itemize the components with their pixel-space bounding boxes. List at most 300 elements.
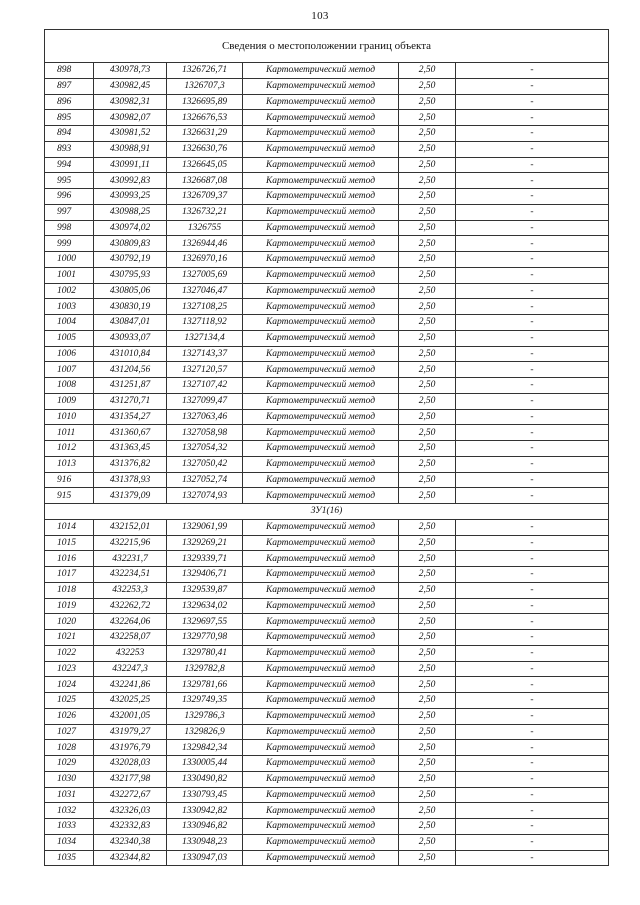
- table-row: [45, 393, 609, 409]
- x-coordinate-cell: 432258,07: [94, 630, 167, 646]
- method-cell: Картометрический метод: [243, 141, 399, 157]
- accuracy-cell: 2,50: [399, 819, 456, 835]
- y-coordinate-cell: 1329634,02: [167, 598, 243, 614]
- accuracy-cell: 2,50: [399, 78, 456, 94]
- description-cell: -: [456, 409, 609, 425]
- point-number-cell: 1031: [45, 787, 94, 803]
- description-cell: -: [456, 740, 609, 756]
- y-coordinate-cell: 1327058,98: [167, 425, 243, 441]
- method-cell: Картометрический метод: [243, 299, 399, 315]
- accuracy-cell: 2,50: [399, 173, 456, 189]
- description-cell: -: [456, 173, 609, 189]
- x-coordinate-cell: 430981,52: [94, 126, 167, 142]
- table-row: [45, 157, 609, 173]
- table-row: [45, 488, 609, 504]
- x-coordinate-cell: 432264,06: [94, 614, 167, 630]
- method-cell: Картометрический метод: [243, 346, 399, 362]
- method-cell: Картометрический метод: [243, 362, 399, 378]
- x-coordinate-cell: 430993,25: [94, 189, 167, 205]
- table-row: [45, 189, 609, 205]
- table-row: [45, 630, 609, 646]
- table-row: [45, 535, 609, 551]
- point-number-cell: 894: [45, 126, 94, 142]
- x-coordinate-cell: 430792,19: [94, 252, 167, 268]
- y-coordinate-cell: 1326944,46: [167, 236, 243, 252]
- x-coordinate-cell: 432253,3: [94, 582, 167, 598]
- x-coordinate-cell: 431251,87: [94, 378, 167, 394]
- point-number-cell: 1025: [45, 693, 94, 709]
- y-coordinate-cell: 1330948,23: [167, 834, 243, 850]
- method-cell: Картометрический метод: [243, 787, 399, 803]
- x-coordinate-cell: 430992,83: [94, 173, 167, 189]
- description-cell: -: [456, 141, 609, 157]
- table-row: [45, 267, 609, 283]
- table-row: [45, 456, 609, 472]
- description-cell: -: [456, 598, 609, 614]
- y-coordinate-cell: 1327074,93: [167, 488, 243, 504]
- description-cell: -: [456, 756, 609, 772]
- y-coordinate-cell: 1327107,42: [167, 378, 243, 394]
- y-coordinate-cell: 1329539,87: [167, 582, 243, 598]
- point-number-cell: 1018: [45, 582, 94, 598]
- x-coordinate-cell: 432215,96: [94, 535, 167, 551]
- point-number-cell: 1027: [45, 724, 94, 740]
- accuracy-cell: 2,50: [399, 535, 456, 551]
- x-coordinate-cell: 430982,07: [94, 110, 167, 126]
- table-row: [45, 330, 609, 346]
- point-number-cell: 897: [45, 78, 94, 94]
- point-number-cell: 1026: [45, 708, 94, 724]
- table-row: [45, 598, 609, 614]
- method-cell: Картометрический метод: [243, 598, 399, 614]
- x-coordinate-cell: 432344,82: [94, 850, 167, 866]
- x-coordinate-cell: 432241,86: [94, 677, 167, 693]
- description-cell: -: [456, 661, 609, 677]
- accuracy-cell: 2,50: [399, 787, 456, 803]
- table-row: [45, 346, 609, 362]
- accuracy-cell: 2,50: [399, 63, 456, 79]
- point-number-cell: 1032: [45, 803, 94, 819]
- point-number-cell: 1021: [45, 630, 94, 646]
- method-cell: Картометрический метод: [243, 803, 399, 819]
- x-coordinate-cell: 430830,19: [94, 299, 167, 315]
- description-cell: -: [456, 645, 609, 661]
- x-coordinate-cell: 432028,03: [94, 756, 167, 772]
- table-row: [45, 472, 609, 488]
- x-coordinate-cell: 431270,71: [94, 393, 167, 409]
- table-row: [45, 834, 609, 850]
- y-coordinate-cell: 1329842,34: [167, 740, 243, 756]
- x-coordinate-cell: 431204,56: [94, 362, 167, 378]
- table-row: [45, 94, 609, 110]
- method-cell: Картометрический метод: [243, 472, 399, 488]
- x-coordinate-cell: 432332,83: [94, 819, 167, 835]
- description-cell: -: [456, 78, 609, 94]
- accuracy-cell: 2,50: [399, 472, 456, 488]
- point-number-cell: 1013: [45, 456, 94, 472]
- point-number-cell: 1022: [45, 645, 94, 661]
- y-coordinate-cell: 1327054,32: [167, 441, 243, 457]
- y-coordinate-cell: 1330005,44: [167, 756, 243, 772]
- method-cell: Картометрический метод: [243, 378, 399, 394]
- method-cell: Картометрический метод: [243, 252, 399, 268]
- table-row: [45, 787, 609, 803]
- table-row: [45, 724, 609, 740]
- description-cell: -: [456, 330, 609, 346]
- point-number-cell: 1004: [45, 315, 94, 331]
- method-cell: Картометрический метод: [243, 756, 399, 772]
- y-coordinate-cell: 1327050,42: [167, 456, 243, 472]
- method-cell: Картометрический метод: [243, 110, 399, 126]
- x-coordinate-cell: 430991,11: [94, 157, 167, 173]
- x-coordinate-cell: 431378,93: [94, 472, 167, 488]
- point-number-cell: 893: [45, 141, 94, 157]
- table-row: [45, 204, 609, 220]
- table-row: [45, 425, 609, 441]
- method-cell: Картометрический метод: [243, 551, 399, 567]
- point-number-cell: 896: [45, 94, 94, 110]
- accuracy-cell: 2,50: [399, 441, 456, 457]
- accuracy-cell: 2,50: [399, 661, 456, 677]
- description-cell: -: [456, 582, 609, 598]
- x-coordinate-cell: 432247,3: [94, 661, 167, 677]
- accuracy-cell: 2,50: [399, 315, 456, 331]
- accuracy-cell: 2,50: [399, 677, 456, 693]
- point-number-cell: 1034: [45, 834, 94, 850]
- method-cell: Картометрический метод: [243, 488, 399, 504]
- accuracy-cell: 2,50: [399, 519, 456, 535]
- description-cell: -: [456, 787, 609, 803]
- y-coordinate-cell: 1326970,16: [167, 252, 243, 268]
- description-cell: -: [456, 834, 609, 850]
- x-coordinate-cell: 432025,25: [94, 693, 167, 709]
- accuracy-cell: 2,50: [399, 551, 456, 567]
- point-number-cell: 995: [45, 173, 94, 189]
- table-row: [45, 693, 609, 709]
- description-cell: -: [456, 236, 609, 252]
- x-coordinate-cell: 430982,31: [94, 94, 167, 110]
- description-cell: -: [456, 771, 609, 787]
- accuracy-cell: 2,50: [399, 756, 456, 772]
- description-cell: -: [456, 157, 609, 173]
- method-cell: Картометрический метод: [243, 63, 399, 79]
- description-cell: -: [456, 299, 609, 315]
- method-cell: Картометрический метод: [243, 425, 399, 441]
- point-number-cell: 1009: [45, 393, 94, 409]
- accuracy-cell: 2,50: [399, 771, 456, 787]
- accuracy-cell: 2,50: [399, 850, 456, 866]
- description-cell: -: [456, 315, 609, 331]
- description-cell: -: [456, 189, 609, 205]
- accuracy-cell: 2,50: [399, 582, 456, 598]
- accuracy-cell: 2,50: [399, 409, 456, 425]
- y-coordinate-cell: 1327120,57: [167, 362, 243, 378]
- point-number-cell: 1033: [45, 819, 94, 835]
- point-number-cell: 997: [45, 204, 94, 220]
- y-coordinate-cell: 1326687,08: [167, 173, 243, 189]
- description-cell: -: [456, 63, 609, 79]
- y-coordinate-cell: 1327052,74: [167, 472, 243, 488]
- method-cell: Картометрический метод: [243, 267, 399, 283]
- y-coordinate-cell: 1330793,45: [167, 787, 243, 803]
- y-coordinate-cell: 1329826,9: [167, 724, 243, 740]
- description-cell: -: [456, 362, 609, 378]
- description-cell: -: [456, 126, 609, 142]
- y-coordinate-cell: 1326676,53: [167, 110, 243, 126]
- table-row: [45, 661, 609, 677]
- description-cell: -: [456, 425, 609, 441]
- method-cell: Картометрический метод: [243, 724, 399, 740]
- table-row: [45, 378, 609, 394]
- table-body: [45, 30, 609, 866]
- boundary-table-container: [44, 29, 608, 866]
- x-coordinate-cell: 431379,09: [94, 488, 167, 504]
- method-cell: Картометрический метод: [243, 456, 399, 472]
- y-coordinate-cell: 1330490,82: [167, 771, 243, 787]
- table-row: [45, 78, 609, 94]
- x-coordinate-cell: 431360,67: [94, 425, 167, 441]
- table-row: [45, 756, 609, 772]
- method-cell: Картометрический метод: [243, 173, 399, 189]
- table-row: [45, 252, 609, 268]
- method-cell: Картометрический метод: [243, 519, 399, 535]
- table-row: [45, 551, 609, 567]
- point-number-cell: 1016: [45, 551, 94, 567]
- x-coordinate-cell: 432231,7: [94, 551, 167, 567]
- point-number-cell: 1010: [45, 409, 94, 425]
- accuracy-cell: 2,50: [399, 425, 456, 441]
- point-number-cell: 1024: [45, 677, 94, 693]
- point-number-cell: 1020: [45, 614, 94, 630]
- table-row: [45, 236, 609, 252]
- table-row: [45, 582, 609, 598]
- y-coordinate-cell: 1326707,3: [167, 78, 243, 94]
- x-coordinate-cell: 430805,06: [94, 283, 167, 299]
- table-row: [45, 299, 609, 315]
- table-row: [45, 645, 609, 661]
- table-row: [45, 362, 609, 378]
- y-coordinate-cell: 1327099,47: [167, 393, 243, 409]
- accuracy-cell: 2,50: [399, 362, 456, 378]
- accuracy-cell: 2,50: [399, 236, 456, 252]
- accuracy-cell: 2,50: [399, 834, 456, 850]
- description-cell: -: [456, 535, 609, 551]
- method-cell: Картометрический метод: [243, 204, 399, 220]
- accuracy-cell: 2,50: [399, 740, 456, 756]
- y-coordinate-cell: 1329697,55: [167, 614, 243, 630]
- x-coordinate-cell: 430988,91: [94, 141, 167, 157]
- y-coordinate-cell: 1329406,71: [167, 567, 243, 583]
- point-number-cell: 1017: [45, 567, 94, 583]
- y-coordinate-cell: 1327046,47: [167, 283, 243, 299]
- method-cell: Картометрический метод: [243, 220, 399, 236]
- method-cell: Картометрический метод: [243, 708, 399, 724]
- accuracy-cell: 2,50: [399, 488, 456, 504]
- accuracy-cell: 2,50: [399, 567, 456, 583]
- accuracy-cell: 2,50: [399, 220, 456, 236]
- y-coordinate-cell: 1326645,05: [167, 157, 243, 173]
- accuracy-cell: 2,50: [399, 110, 456, 126]
- table-row: [45, 567, 609, 583]
- x-coordinate-cell: 431363,45: [94, 441, 167, 457]
- table-row: [45, 519, 609, 535]
- description-cell: -: [456, 803, 609, 819]
- point-number-cell: 1006: [45, 346, 94, 362]
- method-cell: Картометрический метод: [243, 535, 399, 551]
- x-coordinate-cell: 432326,03: [94, 803, 167, 819]
- method-cell: Картометрический метод: [243, 315, 399, 331]
- table-title: Сведения о местоположении границ объекта: [45, 30, 609, 63]
- point-number-cell: 1012: [45, 441, 94, 457]
- x-coordinate-cell: 430933,07: [94, 330, 167, 346]
- table-row: [45, 141, 609, 157]
- table-row: [45, 409, 609, 425]
- description-cell: -: [456, 850, 609, 866]
- point-number-cell: 916: [45, 472, 94, 488]
- x-coordinate-cell: 430847,01: [94, 315, 167, 331]
- point-number-cell: 1029: [45, 756, 94, 772]
- x-coordinate-cell: 432001,05: [94, 708, 167, 724]
- point-number-cell: 996: [45, 189, 94, 205]
- accuracy-cell: 2,50: [399, 645, 456, 661]
- x-coordinate-cell: 432152,01: [94, 519, 167, 535]
- point-number-cell: 1001: [45, 267, 94, 283]
- method-cell: Картометрический метод: [243, 409, 399, 425]
- method-cell: Картометрический метод: [243, 850, 399, 866]
- y-coordinate-cell: 1327134,4: [167, 330, 243, 346]
- method-cell: Картометрический метод: [243, 630, 399, 646]
- y-coordinate-cell: 1329061,99: [167, 519, 243, 535]
- point-number-cell: 1003: [45, 299, 94, 315]
- description-cell: -: [456, 346, 609, 362]
- method-cell: Картометрический метод: [243, 582, 399, 598]
- method-cell: Картометрический метод: [243, 236, 399, 252]
- x-coordinate-cell: 431354,27: [94, 409, 167, 425]
- description-cell: -: [456, 614, 609, 630]
- point-number-cell: 1005: [45, 330, 94, 346]
- description-cell: -: [456, 519, 609, 535]
- table-row: [45, 63, 609, 79]
- table-row: [45, 110, 609, 126]
- y-coordinate-cell: 1329782,8: [167, 661, 243, 677]
- x-coordinate-cell: 431976,79: [94, 740, 167, 756]
- y-coordinate-cell: 1329781,66: [167, 677, 243, 693]
- table-row: [45, 441, 609, 457]
- y-coordinate-cell: 1326709,37: [167, 189, 243, 205]
- point-number-cell: 1023: [45, 661, 94, 677]
- accuracy-cell: 2,50: [399, 189, 456, 205]
- point-number-cell: 1011: [45, 425, 94, 441]
- description-cell: -: [456, 393, 609, 409]
- accuracy-cell: 2,50: [399, 94, 456, 110]
- boundary-coordinates-table: [44, 29, 609, 866]
- y-coordinate-cell: 1326631,29: [167, 126, 243, 142]
- accuracy-cell: 2,50: [399, 456, 456, 472]
- table-row: [45, 677, 609, 693]
- description-cell: -: [456, 724, 609, 740]
- accuracy-cell: 2,50: [399, 252, 456, 268]
- y-coordinate-cell: 1326726,71: [167, 63, 243, 79]
- point-number-cell: 1002: [45, 283, 94, 299]
- method-cell: Картометрический метод: [243, 645, 399, 661]
- method-cell: Картометрический метод: [243, 330, 399, 346]
- accuracy-cell: 2,50: [399, 330, 456, 346]
- x-coordinate-cell: 432262,72: [94, 598, 167, 614]
- table-row: [45, 220, 609, 236]
- method-cell: Картометрический метод: [243, 157, 399, 173]
- accuracy-cell: 2,50: [399, 283, 456, 299]
- table-title-row: [45, 30, 609, 63]
- x-coordinate-cell: 432253: [94, 645, 167, 661]
- x-coordinate-cell: 432272,67: [94, 787, 167, 803]
- point-number-cell: 1035: [45, 850, 94, 866]
- y-coordinate-cell: 1329786,3: [167, 708, 243, 724]
- accuracy-cell: 2,50: [399, 204, 456, 220]
- method-cell: Картометрический метод: [243, 94, 399, 110]
- description-cell: -: [456, 472, 609, 488]
- point-number-cell: 1028: [45, 740, 94, 756]
- accuracy-cell: 2,50: [399, 614, 456, 630]
- x-coordinate-cell: 432177,98: [94, 771, 167, 787]
- description-cell: -: [456, 94, 609, 110]
- method-cell: Картометрический метод: [243, 819, 399, 835]
- accuracy-cell: 2,50: [399, 630, 456, 646]
- description-cell: -: [456, 693, 609, 709]
- method-cell: Картометрический метод: [243, 614, 399, 630]
- y-coordinate-cell: 1329749,35: [167, 693, 243, 709]
- point-number-cell: 999: [45, 236, 94, 252]
- section-label: ЗУ1(16): [45, 504, 609, 520]
- method-cell: Картометрический метод: [243, 189, 399, 205]
- point-number-cell: 915: [45, 488, 94, 504]
- y-coordinate-cell: 1326755: [167, 220, 243, 236]
- accuracy-cell: 2,50: [399, 393, 456, 409]
- point-number-cell: 1030: [45, 771, 94, 787]
- y-coordinate-cell: 1330942,82: [167, 803, 243, 819]
- method-cell: Картометрический метод: [243, 661, 399, 677]
- y-coordinate-cell: 1330947,03: [167, 850, 243, 866]
- x-coordinate-cell: 430978,73: [94, 63, 167, 79]
- table-row: [45, 315, 609, 331]
- accuracy-cell: 2,50: [399, 378, 456, 394]
- table-row: [45, 803, 609, 819]
- x-coordinate-cell: 430809,83: [94, 236, 167, 252]
- table-row: [45, 614, 609, 630]
- y-coordinate-cell: 1329339,71: [167, 551, 243, 567]
- x-coordinate-cell: 431979,27: [94, 724, 167, 740]
- description-cell: -: [456, 708, 609, 724]
- x-coordinate-cell: 430795,93: [94, 267, 167, 283]
- x-coordinate-cell: 431376,82: [94, 456, 167, 472]
- point-number-cell: 1000: [45, 252, 94, 268]
- point-number-cell: 895: [45, 110, 94, 126]
- method-cell: Картометрический метод: [243, 677, 399, 693]
- point-number-cell: 1015: [45, 535, 94, 551]
- y-coordinate-cell: 1326695,89: [167, 94, 243, 110]
- accuracy-cell: 2,50: [399, 708, 456, 724]
- table-row: [45, 708, 609, 724]
- point-number-cell: 1008: [45, 378, 94, 394]
- table-row: [45, 850, 609, 866]
- y-coordinate-cell: 1326630,76: [167, 141, 243, 157]
- x-coordinate-cell: 430982,45: [94, 78, 167, 94]
- description-cell: -: [456, 267, 609, 283]
- description-cell: -: [456, 567, 609, 583]
- x-coordinate-cell: 430988,25: [94, 204, 167, 220]
- method-cell: Картометрический метод: [243, 78, 399, 94]
- x-coordinate-cell: 432340,38: [94, 834, 167, 850]
- table-row: [45, 173, 609, 189]
